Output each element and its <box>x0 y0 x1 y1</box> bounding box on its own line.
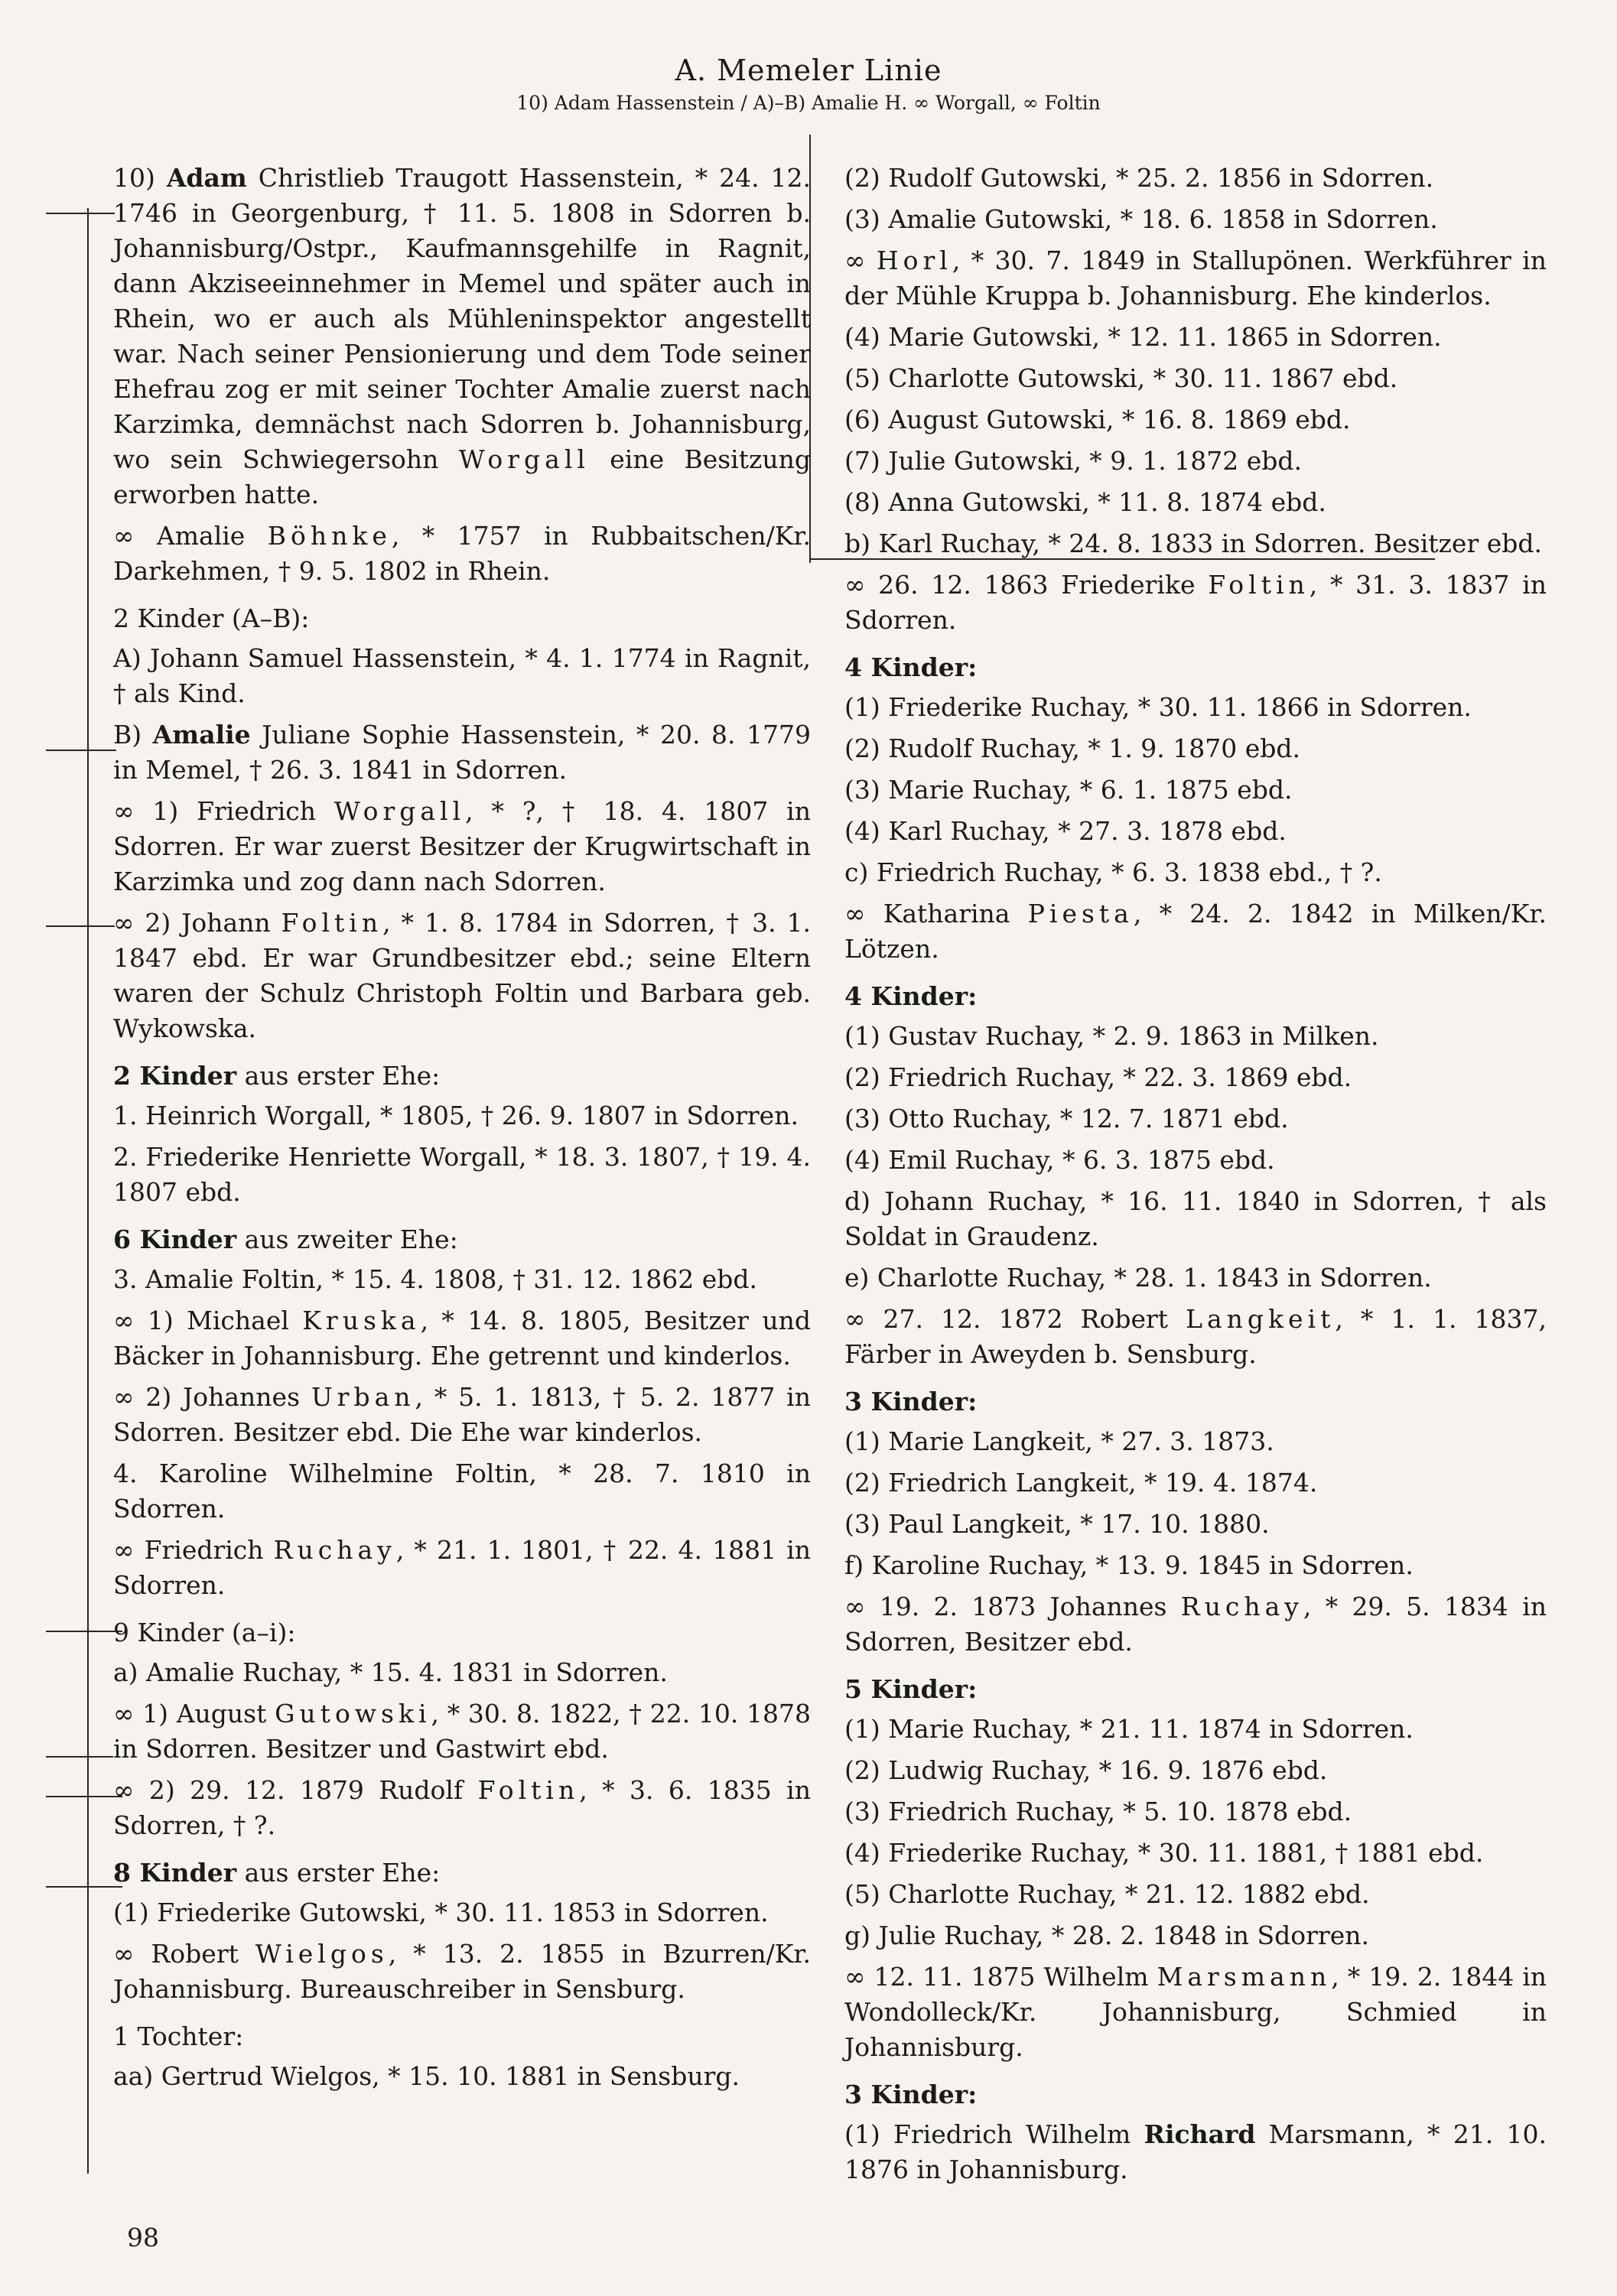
list-item: (2) Friedrich Ruchay, * 22. 3. 1869 ebd. <box>844 1062 1352 1092</box>
entry-johann-ruchay: d) Johann Ruchay, * 16. 11. 1840 in Sdorren, † als Soldat in Graudenz. <box>844 1186 1547 1251</box>
entry-karoline-ruchay: f) Karoline Ruchay, * 13. 9. 1845 in Sdorren. <box>844 1550 1414 1580</box>
list-item: (2) Rudolf Gutowski, * 25. 2. 1856 in Sdorren. <box>844 163 1434 193</box>
entry-marriage-friederike-foltin: ∞ 26. 12. 1863 Friederike Foltin, * 31. 3. 1837 in Sdorren. <box>844 570 1547 635</box>
list-item: (1) Friederike Ruchay, * 30. 11. 1866 in Sdorren. <box>844 692 1472 722</box>
entry-marriage-wielgos: ∞ Robert Wielgos, * 13. 2. 1855 in Bzurren/Kr. Johannisburg. Bureauschreiber in Sensburg. <box>113 1939 811 2004</box>
entry-friederike-worgall: 2. Friederike Henriette Worgall, * 18. 3. 1807, † 19. 4. 1807 ebd. <box>113 1142 811 1207</box>
page-number: 98 <box>127 2223 159 2252</box>
entry-marriage-foltin: ∞ 2) Johann Foltin, * 1. 8. 1784 in Sdorren, † 3. 1. 1847 ebd. Er war Grundbesitzer ebd.; seine Eltern waren der Schulz Christoph Foltin und Barbara geb. Wykowska. <box>113 908 811 1043</box>
entry-friederike-gutowski: (1) Friederike Gutowski, * 30. 11. 1853 in Sdorren. <box>113 1898 769 1927</box>
tree-tick <box>46 750 116 751</box>
section-heading: 4 Kinder: <box>844 981 978 1011</box>
list-item: (4) Karl Ruchay, * 27. 3. 1878 ebd. <box>844 816 1287 846</box>
right-column <box>844 161 1547 2194</box>
section-heading: 3 Kinder: <box>844 2080 978 2109</box>
section-heading: 5 Kinder: <box>844 1674 978 1704</box>
section-heading: 9 Kinder (a–i): <box>113 1618 296 1647</box>
entry-marriage-horl: ∞ Horl, * 30. 7. 1849 in Stallupönen. Werkführer in der Mühle Kruppa b. Johannisburg. Ehe kinderlos. <box>844 246 1547 311</box>
section-heading: 4 Kinder: <box>844 652 978 682</box>
page-title: A. Memeler Linie <box>675 54 942 87</box>
left-column <box>113 161 811 2100</box>
tree-tick <box>46 1756 113 1758</box>
entry-adam-hassenstein: 10) Adam Christlieb Traugott Hassenstein, * 24. 12. 1746 in Georgenburg, † 11. 5. 1808 in Sdorren b. Johannisburg/Ostpr., Kaufmannsgehilfe in Ragnit, dann Akziseeinnehmer in Memel und später auch in Rhein, wo er auch als Mühleninspektor angestellt war. Nach seiner Pensionierung und dem Tode seiner Ehefrau zog er mit seiner Tochter Amalie zuerst nach Karzimka, demnächst nach Sdorren b. Johannisburg, wo sein Schwiegersohn Worgall eine Besitzung erworben hatte. <box>113 163 812 509</box>
list-item: (1) Marie Langkeit, * 27. 3. 1873. <box>844 1426 1274 1456</box>
list-item: (5) Charlotte Ruchay, * 21. 12. 1882 ebd. <box>844 1879 1370 1909</box>
entry-richard-marsmann: (1) Friedrich Wilhelm Richard Marsmann, * 21. 10. 1876 in Johannisburg. <box>844 2119 1547 2184</box>
list-item: (2) Friedrich Langkeit, * 19. 4. 1874. <box>844 1468 1318 1498</box>
section-heading: 1 Tochter: <box>113 2021 244 2051</box>
page-header <box>0 54 1617 114</box>
list-item: (2) Rudolf Ruchay, * 1. 9. 1870 ebd. <box>844 733 1301 763</box>
entry-amalie-foltin: 3. Amalie Foltin, * 15. 4. 1808, † 31. 12. 1862 ebd. <box>113 1264 758 1294</box>
tree-tick <box>46 1796 122 1797</box>
entry-julie-ruchay: g) Julie Ruchay, * 28. 2. 1848 in Sdorren. <box>844 1920 1369 1950</box>
entry-charlotte-ruchay: e) Charlotte Ruchay, * 28. 1. 1843 in Sdorren. <box>844 1263 1432 1293</box>
entry-karl-ruchay: b) Karl Ruchay, * 24. 8. 1833 in Sdorren. Besitzer ebd. <box>844 528 1542 558</box>
entry-friedrich-ruchay: c) Friedrich Ruchay, * 6. 3. 1838 ebd., † ?. <box>844 857 1382 887</box>
entry-marriage-piesta: ∞ Katharina Piesta, * 24. 2. 1842 in Milken/Kr. Lötzen. <box>844 899 1547 964</box>
section-heading: 8 Kinder aus erster Ehe: <box>113 1858 441 1888</box>
section-heading: 2 Kinder (A–B): <box>113 603 310 633</box>
entry-marriage-gutowski: ∞ 1) August Gutowski, * 30. 8. 1822, † 22. 10. 1878 in Sdorren. Besitzer und Gastwirt ebd. <box>113 1699 812 1764</box>
entry-gertrud-wielgos: aa) Gertrud Wielgos, * 15. 10. 1881 in Sensburg. <box>113 2061 740 2091</box>
entry-marriage-boehnke: ∞ Amalie Böhnke, * 1757 in Rubbaitschen/Kr. Darkehmen, † 9. 5. 1802 in Rhein. <box>113 521 811 586</box>
entry-heinrich-worgall: 1. Heinrich Worgall, * 1805, † 26. 9. 1807 in Sdorren. <box>113 1101 799 1130</box>
list-item: (3) Friedrich Ruchay, * 5. 10. 1878 ebd. <box>844 1797 1352 1826</box>
list-item: (3) Otto Ruchay, * 12. 7. 1871 ebd. <box>844 1104 1289 1133</box>
entry-marriage-langkeit: ∞ 27. 12. 1872 Robert Langkeit, * 1. 1. 1837, Färber in Aweyden b. Sensburg. <box>844 1304 1547 1369</box>
entry-marriage-ruchay: ∞ Friedrich Ruchay, * 21. 1. 1801, † 22. 4. 1881 in Sdorren. <box>113 1535 811 1600</box>
list-item: (1) Marie Ruchay, * 21. 11. 1874 in Sdorren. <box>844 1714 1414 1744</box>
page-subtitle: 10) Adam Hassenstein / A)–B) Amalie H. ∞ Worgall, ∞ Foltin <box>516 92 1101 114</box>
section-heading: 6 Kinder aus zweiter Ehe: <box>113 1224 458 1254</box>
section-heading: 3 Kinder: <box>844 1387 978 1416</box>
list-item: (5) Charlotte Gutowski, * 30. 11. 1867 ebd. <box>844 363 1398 393</box>
list-item: (4) Friederike Ruchay, * 30. 11. 1881, † 1881 ebd. <box>844 1838 1484 1868</box>
entry-amalie-ruchay: a) Amalie Ruchay, * 15. 4. 1831 in Sdorren. <box>113 1657 668 1687</box>
entry-marriage-marsmann: ∞ 12. 11. 1875 Wilhelm Marsmann, * 19. 2. 1844 in Wondolleck/Kr. Johannisburg, Schmied in Johannisburg. <box>844 1962 1547 2062</box>
list-item: (1) Gustav Ruchay, * 2. 9. 1863 in Milken. <box>844 1021 1379 1051</box>
entry-karoline-foltin: 4. Karoline Wilhelmine Foltin, * 28. 7. 1810 in Sdorren. <box>113 1459 811 1524</box>
list-item: (8) Anna Gutowski, * 11. 8. 1874 ebd. <box>844 487 1326 517</box>
list-item: (3) Amalie Gutowski, * 18. 6. 1858 in Sdorren. <box>844 204 1438 234</box>
entry-marriage-worgall: ∞ 1) Friedrich Worgall, * ?, † 18. 4. 1807 in Sdorren. Er war zuerst Besitzer der Krugwirtschaft in Karzimka und zog dann nach Sdorren. <box>113 796 811 896</box>
list-item: (3) Paul Langkeit, * 17. 10. 1880. <box>844 1509 1270 1539</box>
list-item: (3) Marie Ruchay, * 6. 1. 1875 ebd. <box>844 775 1293 805</box>
entry-amalie-hassenstein: B) Amalie Juliane Sophie Hassenstein, * 20. 8. 1779 in Memel, † 26. 3. 1841 in Sdorren. <box>113 720 811 785</box>
list-item: (2) Ludwig Ruchay, * 16. 9. 1876 ebd. <box>844 1755 1328 1785</box>
tree-tick <box>46 1886 122 1888</box>
tree-line-left <box>87 208 89 2174</box>
list-item: (4) Marie Gutowski, * 12. 11. 1865 in Sdorren. <box>844 322 1442 352</box>
entry-marriage-johannes-ruchay: ∞ 19. 2. 1873 Johannes Ruchay, * 29. 5. 1834 in Sdorren, Besitzer ebd. <box>844 1592 1547 1657</box>
entry-marriage-rudolf-foltin: ∞ 2) 29. 12. 1879 Rudolf Foltin, * 3. 6. 1835 in Sdorren, † ?. <box>113 1775 811 1840</box>
entry-marriage-urban: ∞ 2) Johannes Urban, * 5. 1. 1813, † 5. 2. 1877 in Sdorren. Besitzer ebd. Die Ehe war kinderlos. <box>113 1382 811 1447</box>
tree-tick <box>46 1631 122 1632</box>
list-item: (7) Julie Gutowski, * 9. 1. 1872 ebd. <box>844 446 1302 476</box>
tree-tick <box>46 213 115 214</box>
section-heading: 2 Kinder aus erster Ehe: <box>113 1061 441 1091</box>
list-item: (4) Emil Ruchay, * 6. 3. 1875 ebd. <box>844 1145 1275 1175</box>
entry-johann-samuel: A) Johann Samuel Hassenstein, * 4. 1. 1774 in Ragnit, † als Kind. <box>113 643 811 708</box>
entry-marriage-kruska: ∞ 1) Michael Kruska, * 14. 8. 1805, Besitzer und Bäcker in Johannisburg. Ehe getrennt und kinderlos. <box>113 1306 811 1371</box>
tree-tick <box>46 925 115 927</box>
list-item: (6) August Gutowski, * 16. 8. 1869 ebd. <box>844 405 1351 434</box>
